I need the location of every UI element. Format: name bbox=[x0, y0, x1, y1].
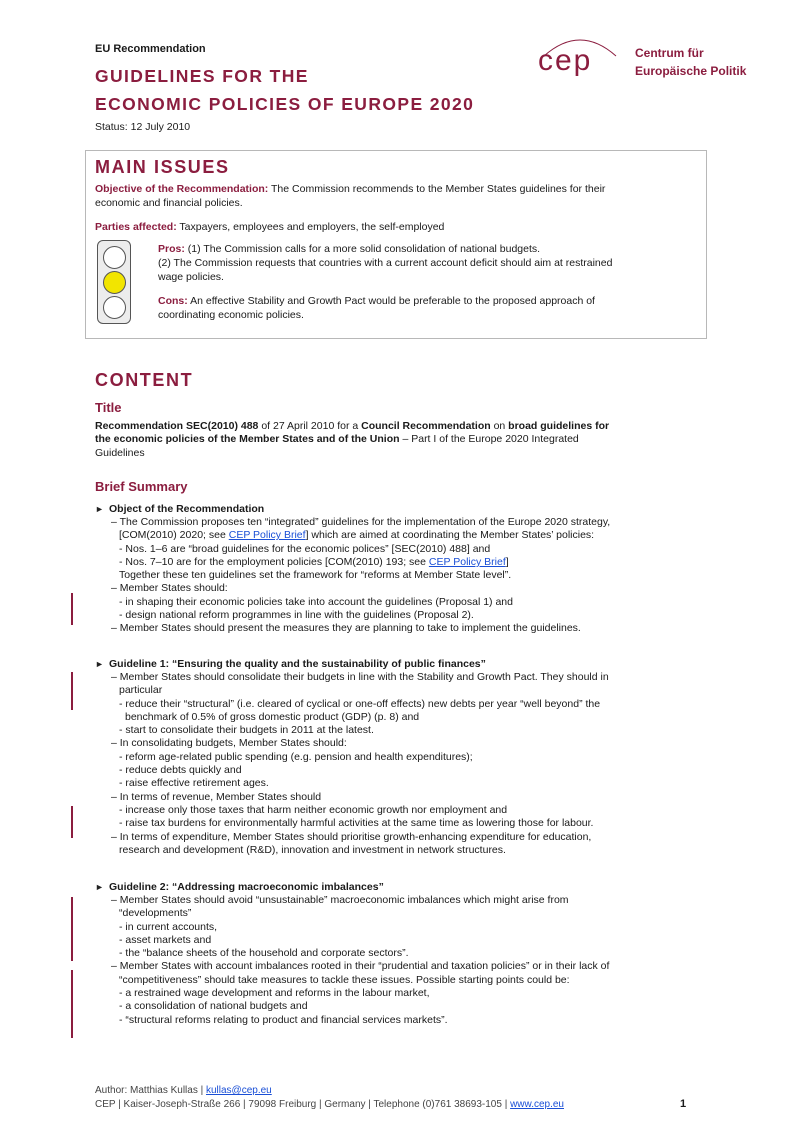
pros-line-2: (2) The Commission requests that countries with a current account deficit should aim at restrained bbox=[158, 257, 613, 269]
cons-label: Cons: bbox=[158, 295, 188, 307]
title-text-5: the economic policies of the Member States and of the Union bbox=[95, 433, 400, 446]
guideline-2-line: “developments” bbox=[119, 907, 192, 920]
guideline-1-line: - raise tax burdens for environmentally harmful activities at the same time as lowering those for labour. bbox=[119, 817, 594, 830]
page-number: 1 bbox=[680, 1098, 687, 1110]
title-paragraph bbox=[95, 420, 695, 460]
guideline-2-line: - a restrained wage development and reforms in the labour market, bbox=[119, 987, 430, 1000]
guideline-2-line: - asset markets and bbox=[119, 933, 212, 946]
object-line: - design national reform programmes in line with the guidelines (Proposal 2). bbox=[119, 609, 474, 622]
guideline-2-line: - the “balance sheets of the household and corporate sectors”. bbox=[119, 947, 409, 960]
pros-line-1: (1) The Commission calls for a more solid consolidation of national budgets. bbox=[184, 243, 541, 255]
object-line: Together these ten guidelines set the framework for “reforms at Member State level”. bbox=[119, 569, 512, 582]
traffic-light-top-lamp bbox=[103, 246, 126, 269]
guideline-2-line: – Member States with account imbalances rooted in their “prudential and taxation policies” or in their lack of bbox=[111, 960, 610, 973]
cep-policy-brief-link-2[interactable]: CEP Policy Brief bbox=[428, 555, 506, 568]
change-bar bbox=[71, 593, 73, 625]
guideline-1-line: particular bbox=[119, 684, 163, 697]
change-bar bbox=[71, 806, 73, 838]
main-issues-heading: MAIN ISSUES bbox=[95, 157, 230, 177]
pros-label: Pros: bbox=[158, 243, 185, 255]
guideline-1-heading bbox=[95, 658, 486, 671]
content-heading: CONTENT bbox=[95, 370, 194, 390]
objective-label: Objective of the Recommendation: bbox=[95, 183, 269, 195]
traffic-light-bottom-lamp bbox=[103, 296, 126, 319]
guideline-2-line: “competitiveness” should take measures to tackle these issues. Possible starting points could be: bbox=[119, 973, 570, 986]
guideline-1-line: benchmark of 0.5% of gross domestic product (GDP) (p. 8) and bbox=[125, 710, 420, 723]
guideline-1-line: - reduce debts quickly and bbox=[119, 764, 242, 777]
guideline-1-line: – Member States should consolidate their budgets in line with the Stability and Growth Pact. They should in bbox=[111, 671, 609, 683]
object-section-body bbox=[111, 516, 691, 636]
objective-text-2: economic and financial policies. bbox=[95, 197, 243, 209]
footer-author bbox=[95, 1085, 272, 1096]
organization-name-line-1: Centrum für bbox=[635, 46, 704, 60]
object-line: – The Commission proposes ten “integrated” guidelines for the implementation of the Europe 2020 strategy, bbox=[111, 516, 611, 528]
cons-paragraph bbox=[158, 294, 688, 322]
parties-paragraph bbox=[95, 220, 695, 234]
guideline-2-heading-text: Guideline 2: “Addressing macroeconomic imbalances” bbox=[109, 881, 384, 893]
object-heading-text: Object of the Recommendation bbox=[109, 503, 265, 515]
document-type: EU Recommendation bbox=[95, 43, 206, 55]
objective-text-1: The Commission recommends to the Member States guidelines for their bbox=[268, 183, 606, 195]
title-text-7: Guidelines bbox=[95, 446, 145, 459]
title-text-2: Council Recommendation bbox=[361, 420, 491, 432]
footer-address-text: CEP | Kaiser-Joseph-Straße 266 | 79098 Freiburg | Germany | Telephone (0)761 38693-105 | bbox=[95, 1099, 511, 1110]
footer-address bbox=[95, 1099, 564, 1110]
object-line-text: ] bbox=[505, 555, 509, 568]
title-text-6: – Part I of the Europe 2020 Integrated bbox=[399, 433, 579, 446]
guideline-1-heading-text: Guideline 1: “Ensuring the quality and the sustainability of public finances” bbox=[109, 658, 486, 670]
organization-name bbox=[635, 44, 746, 80]
footer-author-text: Author: Matthias Kullas | bbox=[95, 1085, 206, 1096]
guideline-1-line: – In terms of revenue, Member States should bbox=[111, 790, 322, 803]
change-bar bbox=[71, 672, 73, 710]
status-date: Status: 12 July 2010 bbox=[95, 121, 191, 133]
traffic-light-middle-lamp bbox=[103, 271, 126, 294]
pros-line-3: wage policies. bbox=[158, 271, 224, 283]
cons-line-1: An effective Stability and Growth Pact would be preferable to the proposed approach of bbox=[187, 295, 595, 307]
parties-label: Parties affected: bbox=[95, 221, 177, 233]
cep-policy-brief-link[interactable]: CEP Policy Brief bbox=[228, 529, 306, 542]
object-line bbox=[111, 529, 691, 542]
author-email-link[interactable]: kullas@cep.eu bbox=[205, 1085, 272, 1096]
triangle-bullet-icon: ► bbox=[95, 504, 104, 514]
guideline-1-line: - raise effective retirement ages. bbox=[119, 777, 269, 790]
objective-paragraph bbox=[95, 182, 695, 210]
document-title-line-2: ECONOMIC POLICIES OF EUROPE 2020 bbox=[95, 94, 475, 114]
guideline-1-body bbox=[111, 671, 689, 857]
triangle-bullet-icon: ► bbox=[95, 882, 104, 892]
guideline-2-line: - in current accounts, bbox=[119, 920, 218, 933]
title-text-1: of 27 April 2010 for a bbox=[258, 420, 362, 432]
triangle-bullet-icon: ► bbox=[95, 659, 104, 669]
guideline-1-line: – In consolidating budgets, Member States should: bbox=[111, 737, 347, 750]
guideline-1-line: research and development (R&D), innovation and investment in network structures. bbox=[119, 843, 506, 856]
object-line-text: ] which are aimed at coordinating the Member States’ policies: bbox=[305, 529, 595, 542]
recommendation-ref: Recommendation SEC(2010) 488 bbox=[95, 420, 259, 432]
guideline-1-line: - start to consolidate their budgets in 2011 at the latest. bbox=[119, 724, 374, 737]
guideline-1-line: - reduce their “structural” (i.e. cleared of cyclical or one-off effects) new debts per year “well beyond” the bbox=[119, 697, 601, 710]
guideline-2-line: - a consolidation of national budgets and bbox=[119, 1000, 308, 1013]
object-line-text: - Nos. 7–10 are for the employment policies [COM(2010) 193; see bbox=[119, 555, 429, 568]
guideline-2-line: - “structural reforms relating to product and financial services markets”. bbox=[119, 1013, 448, 1026]
object-bullet-heading bbox=[95, 503, 264, 516]
parties-text: Taxpayers, employees and employers, the self-employed bbox=[176, 221, 445, 233]
website-link[interactable]: www.cep.eu bbox=[510, 1099, 564, 1110]
document-title-line-1: GUIDELINES FOR THE bbox=[95, 66, 309, 86]
object-line: - in shaping their economic policies take into account the guidelines (Proposal 1) and bbox=[119, 595, 513, 608]
pros-paragraph bbox=[158, 242, 688, 284]
guideline-1-line: – In terms of expenditure, Member States should prioritise growth-enhancing expenditure for education, bbox=[111, 830, 592, 843]
object-line-text: [COM(2010) 2020; see bbox=[119, 529, 229, 542]
guideline-2-body bbox=[111, 894, 689, 1027]
title-text-3: on bbox=[490, 420, 509, 432]
change-bar bbox=[71, 897, 73, 961]
object-line bbox=[111, 556, 691, 569]
cons-line-2: coordinating economic policies. bbox=[158, 309, 304, 321]
cep-logo: cep bbox=[538, 44, 593, 77]
organization-name-line-2: Europäische Politik bbox=[635, 64, 747, 78]
change-bar bbox=[71, 970, 73, 1038]
brief-summary-subheading: Brief Summary bbox=[95, 479, 188, 494]
object-line: - Nos. 1–6 are “broad guidelines for the economic polices” [SEC(2010) 488] and bbox=[119, 542, 491, 555]
title-subheading: Title bbox=[95, 400, 122, 415]
object-line: – Member States should: bbox=[111, 582, 228, 595]
guideline-2-heading bbox=[95, 881, 384, 894]
title-text-4: broad guidelines for bbox=[508, 420, 610, 432]
guideline-1-line: - increase only those taxes that harm neither economic growth nor employment and bbox=[119, 803, 508, 816]
guideline-1-line: - reform age-related public spending (e.g. pension and health expenditures); bbox=[119, 750, 473, 763]
guideline-2-line: – Member States should avoid “unsustainable” macroeconomic imbalances which might arise from bbox=[111, 894, 569, 906]
traffic-light-icon bbox=[97, 240, 131, 324]
object-line: – Member States should present the measures they are planning to take to implement the guidelines. bbox=[111, 622, 581, 635]
